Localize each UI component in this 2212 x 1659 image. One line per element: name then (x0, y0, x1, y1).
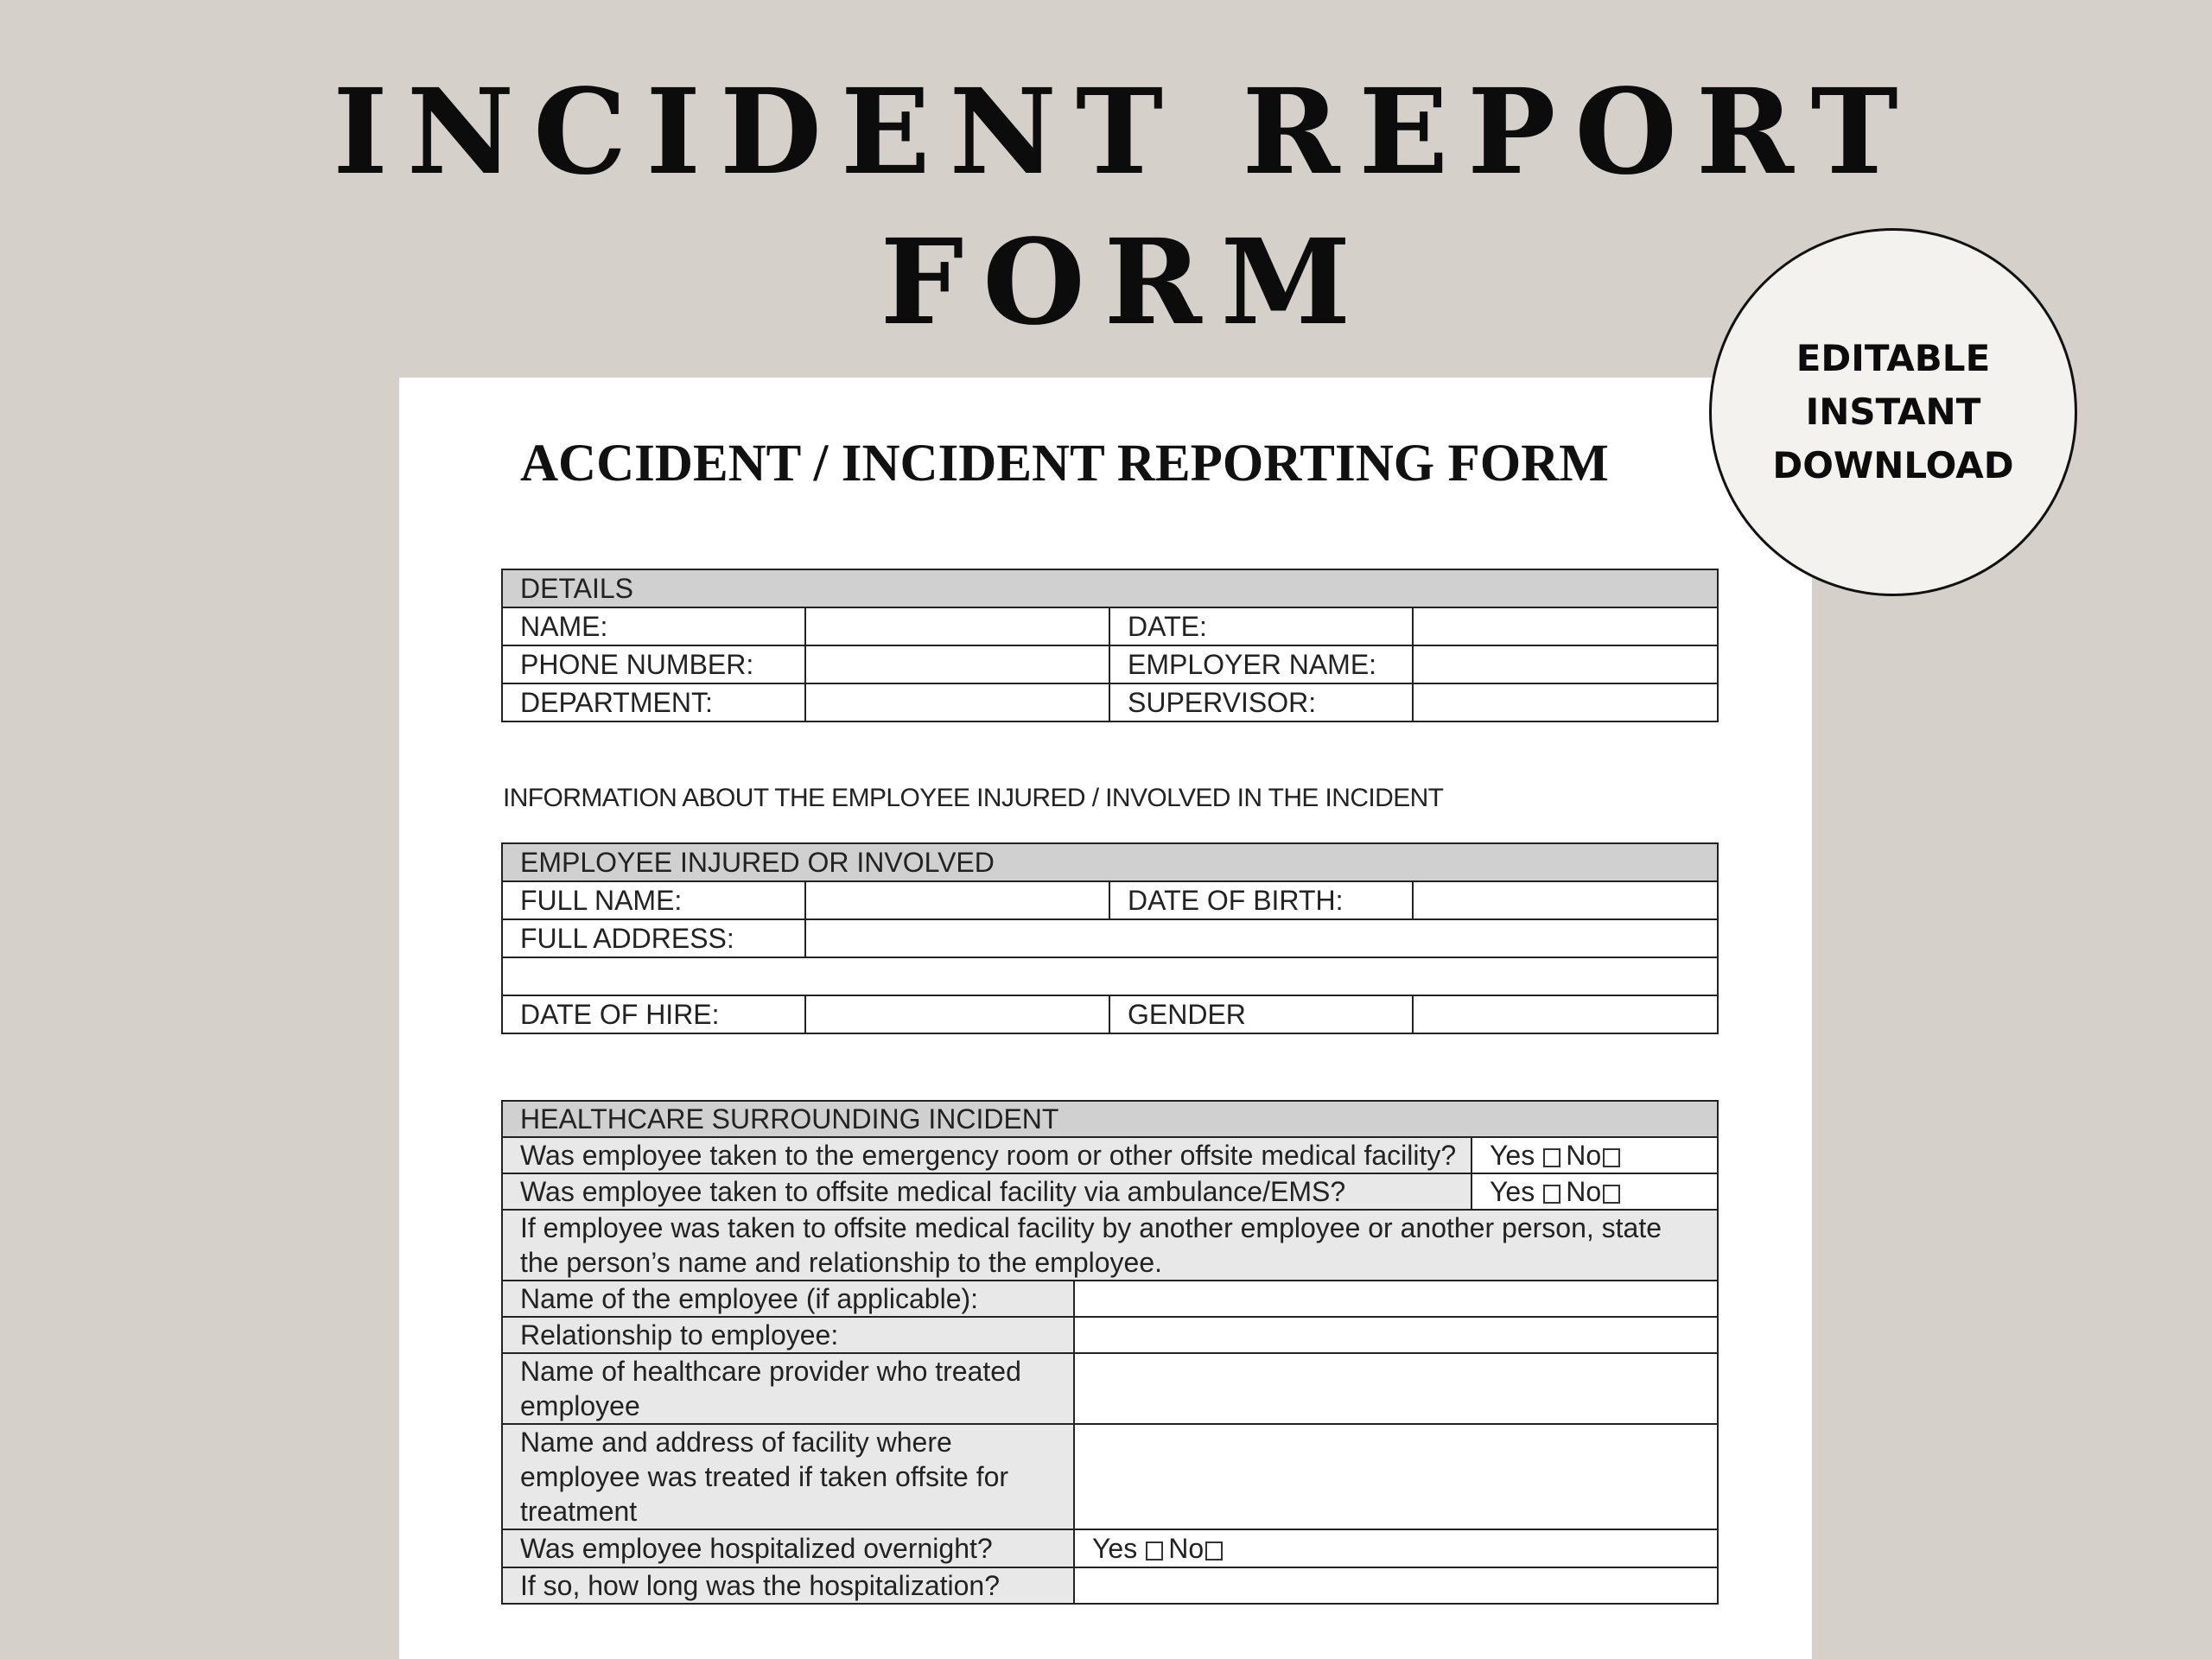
employer-name-label: EMPLOYER NAME: (1109, 645, 1413, 683)
table-row (502, 1173, 1718, 1210)
name-field[interactable] (805, 607, 1109, 645)
healthcare-header: HEALTHCARE SURROUNDING INCIDENT (502, 1101, 1718, 1137)
hospitalization-duration-label: If so, how long was the hospitalization? (502, 1567, 1074, 1604)
hero-title-line1: INCIDENT REPORT (333, 63, 1917, 201)
hero-title-line2: FORM (880, 213, 1370, 352)
form-title: ACCIDENT / INCIDENT REPORTING FORM (520, 435, 1609, 493)
full-address-field-line2[interactable] (502, 957, 1718, 995)
question-ambulance: Was employee taken to offsite medical facility via ambulance/EMS? (502, 1173, 1471, 1210)
yes-label: Yes (1092, 1533, 1138, 1564)
date-label: DATE: (1109, 607, 1413, 645)
date-of-birth-label: DATE OF BIRTH: (1109, 881, 1413, 919)
date-field[interactable] (1413, 607, 1718, 645)
healthcare-table (501, 1100, 1719, 1605)
date-of-hire-field[interactable] (805, 995, 1109, 1033)
table-row (502, 995, 1718, 1033)
table-row (502, 1353, 1718, 1424)
facility-field[interactable] (1074, 1424, 1718, 1529)
table-row (502, 919, 1718, 957)
badge-line-download: DOWNLOAD (1772, 444, 2014, 486)
relationship-field[interactable] (1074, 1317, 1718, 1353)
full-address-field[interactable] (805, 919, 1718, 957)
employee-name-field[interactable] (1074, 1281, 1718, 1317)
relationship-label: Relationship to employee: (502, 1317, 1074, 1353)
yes-label: Yes (1490, 1176, 1535, 1207)
employee-info-heading: INFORMATION ABOUT THE EMPLOYEE INJURED / INVOLVED IN THE INCIDENT (503, 784, 1444, 812)
table-row (502, 645, 1718, 683)
table-row (502, 683, 1718, 721)
table-row (502, 1210, 1718, 1281)
gender-label: GENDER (1109, 995, 1413, 1033)
no-checkbox[interactable] (1603, 1185, 1620, 1204)
table-row (502, 1529, 1718, 1567)
employee-name-label: Name of the employee (if applicable): (502, 1281, 1074, 1317)
table-row (502, 1281, 1718, 1317)
phone-number-field[interactable] (805, 645, 1109, 683)
answer-emergency-room (1471, 1137, 1718, 1173)
name-label: NAME: (502, 607, 805, 645)
offsite-transport-note: If employee was taken to offsite medical facility by another employee or another person, state the person’s name and relationship to the employee. (502, 1210, 1718, 1281)
no-label: No (1566, 1140, 1602, 1171)
details-table (501, 569, 1719, 722)
department-label: DEPARTMENT: (502, 683, 805, 721)
answer-hospitalized-overnight (1074, 1529, 1718, 1567)
table-row (502, 1137, 1718, 1173)
no-checkbox[interactable] (1205, 1541, 1223, 1560)
yes-checkbox[interactable] (1543, 1185, 1560, 1204)
form-page (399, 378, 1812, 1659)
badge-line-editable: EDITABLE (1796, 337, 1991, 379)
yes-checkbox[interactable] (1146, 1541, 1163, 1560)
answer-ambulance (1471, 1173, 1718, 1210)
full-name-label: FULL NAME: (502, 881, 805, 919)
no-label: No (1566, 1176, 1602, 1207)
hospitalized-overnight-label: Was employee hospitalized overnight? (502, 1529, 1074, 1567)
hospitalization-duration-field[interactable] (1074, 1567, 1718, 1604)
table-row (502, 881, 1718, 919)
facility-label: Name and address of facility where employee was treated if taken offsite for treatment (502, 1424, 1074, 1529)
table-row (502, 1317, 1718, 1353)
badge-line-instant: INSTANT (1805, 391, 1981, 433)
editable-instant-download-badge (1709, 228, 2077, 596)
full-name-field[interactable] (805, 881, 1109, 919)
table-row (502, 1424, 1718, 1529)
yes-label: Yes (1490, 1140, 1535, 1171)
question-emergency-room: Was employee taken to the emergency room or other offsite medical facility? (502, 1137, 1471, 1173)
full-address-label: FULL ADDRESS: (502, 919, 805, 957)
supervisor-label: SUPERVISOR: (1109, 683, 1413, 721)
no-checkbox[interactable] (1603, 1148, 1620, 1167)
details-header: DETAILS (502, 569, 1718, 607)
department-field[interactable] (805, 683, 1109, 721)
healthcare-provider-field[interactable] (1074, 1353, 1718, 1424)
table-row (502, 1567, 1718, 1604)
no-label: No (1168, 1533, 1205, 1564)
phone-number-label: PHONE NUMBER: (502, 645, 805, 683)
gender-field[interactable] (1413, 995, 1718, 1033)
table-row (502, 957, 1718, 995)
employee-table (501, 842, 1719, 1034)
employee-header: EMPLOYEE INJURED OR INVOLVED (502, 843, 1718, 881)
supervisor-field[interactable] (1413, 683, 1718, 721)
yes-checkbox[interactable] (1543, 1148, 1560, 1167)
date-of-birth-field[interactable] (1413, 881, 1718, 919)
date-of-hire-label: DATE OF HIRE: (502, 995, 805, 1033)
healthcare-provider-label: Name of healthcare provider who treated employee (502, 1353, 1074, 1424)
employer-name-field[interactable] (1413, 645, 1718, 683)
table-row (502, 607, 1718, 645)
